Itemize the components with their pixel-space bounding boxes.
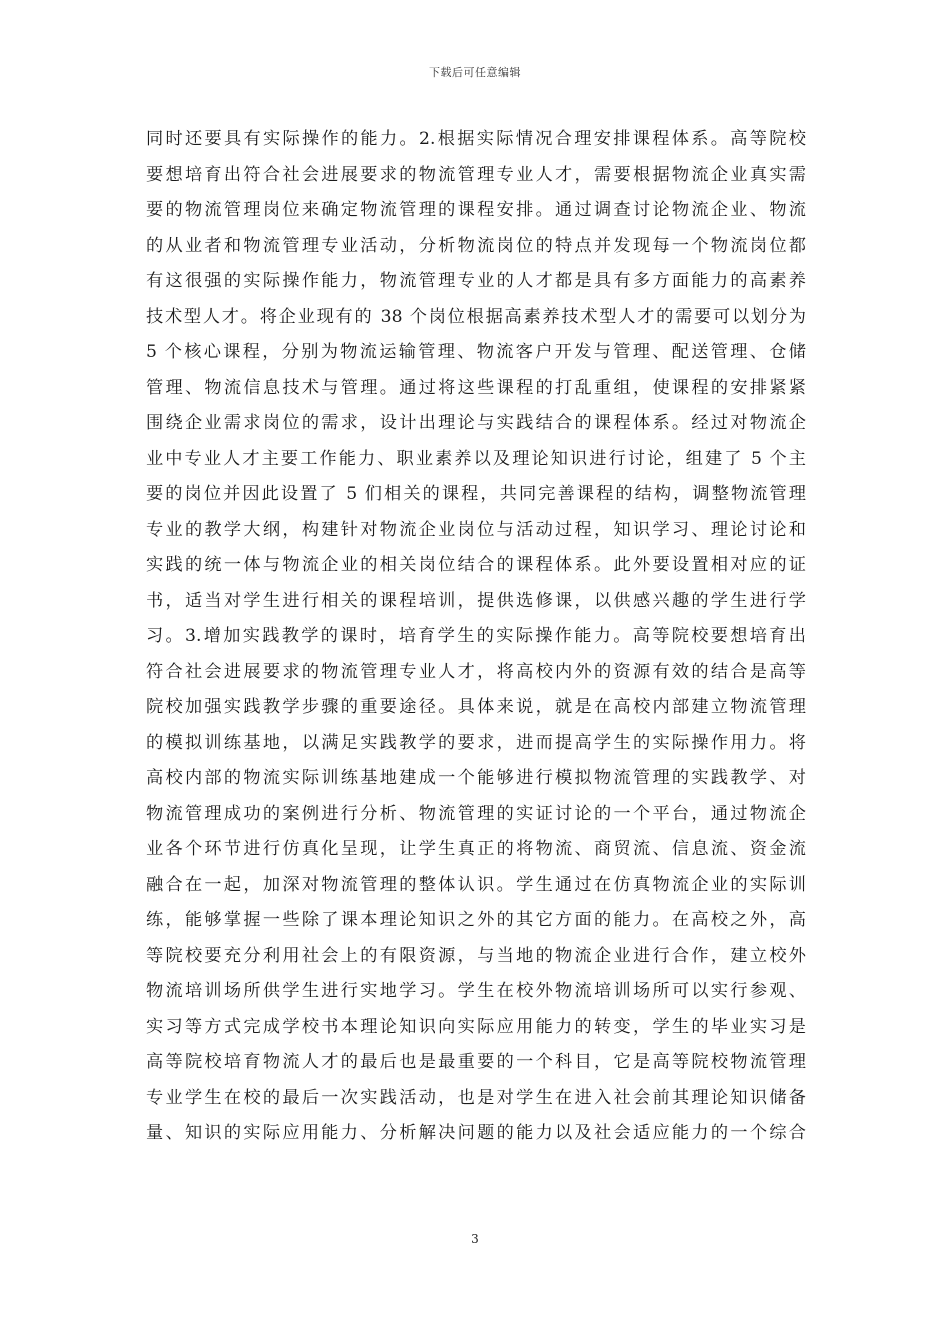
text-line: 5 个核心课程，分别为物流运输管理、物流客户开发与管理、配送管理、仓储 — [146, 342, 806, 362]
text-line: 专业学生在校的最后一次实践活动，也是对学生在进入社会前其理论知识储备 — [146, 1087, 806, 1108]
text-line: 练，能够掌握一些除了课本理论知识之外的其它方面的能力。在高校之外，高 — [146, 910, 806, 930]
text-line: 要的物流管理岗位来确定物流管理的课程安排。通过调查讨论物流企业、物流 — [146, 200, 806, 220]
text-line: 等院校要充分利用社会上的有限资源，与当地的物流企业进行合作，建立校外 — [146, 945, 806, 966]
text-line: 高等院校培育物流人才的最后也是最重要的一个科目，它是高等院校物流管理 — [146, 1052, 806, 1072]
text-line: 的从业者和物流管理专业活动，分析物流岗位的特点并发现每一个物流岗位都 — [146, 235, 806, 256]
text-line: 业中专业人才主要工作能力、职业素养以及理论知识进行讨论，组建了 5 个主 — [146, 448, 806, 469]
text-line: 物流管理成功的案例进行分析、物流管理的实证讨论的一个平台，通过物流企 — [146, 803, 806, 824]
text-line: 融合在一起，加深对物流管理的整体认识。学生通过在仿真物流企业的实际训 — [146, 874, 806, 895]
text-line: 实践的统一体与物流企业的相关岗位结合的课程体系。此外要设置相对应的证 — [146, 555, 806, 575]
text-line: 要想培育出符合社会进展要求的物流管理专业人才，需要根据物流企业真实需 — [146, 164, 806, 185]
text-line: 的模拟训练基地，以满足实践教学的要求，进而提高学生的实际操作用力。将 — [146, 732, 806, 753]
text-line: 管理、物流信息技术与管理。通过将这些课程的打乱重组，使课程的安排紧紧 — [146, 377, 806, 398]
text-line: 高校内部的物流实际训练基地建成一个能够进行模拟物流管理的实践教学、对 — [146, 768, 806, 788]
text-line: 符合社会进展要求的物流管理专业人才，将高校内外的资源有效的结合是高等 — [146, 661, 806, 682]
text-line: 要的岗位并因此设置了 5 们相关的课程，共同完善课程的结构，调整物流管理 — [146, 484, 806, 504]
page-number: 3 — [471, 1232, 479, 1246]
text-line: 实习等方式完成学校书本理论知识向实际应用能力的转变，学生的毕业实习是 — [146, 1016, 806, 1037]
page-header: 下载后可任意编辑 — [429, 66, 521, 79]
text-line: 业各个环节进行仿真化呈现，让学生真正的将物流、商贸流、信息流、资金流 — [146, 839, 806, 859]
text-line: 专业的教学大纲，构建针对物流企业岗位与活动过程，知识学习、理论讨论和 — [146, 519, 806, 540]
text-line: 院校加强实践教学步骤的重要途径。具体来说，就是在高校内部建立物流管理 — [146, 697, 806, 717]
text-line: 习。3.增加实践教学的课时，培育学生的实际操作能力。高等院校要想培育出 — [146, 626, 806, 646]
text-line: 围绕企业需求岗位的需求，设计出理论与实践结合的课程体系。经过对物流企 — [146, 413, 806, 433]
text-line: 同时还要具有实际操作的能力。2.根据实际情况合理安排课程体系。高等院校 — [146, 129, 806, 149]
body-text — [146, 122, 806, 1152]
text-line: 物流培训场所供学生进行实地学习。学生在校外物流培训场所可以实行参观、 — [146, 981, 806, 1001]
text-line: 有这很强的实际操作能力，物流管理专业的人才都是具有多方面能力的高素养 — [146, 271, 806, 291]
text-line: 技术型人才。将企业现有的 38 个岗位根据高素养技术型人才的需要可以划分为 — [146, 306, 806, 327]
text-line: 量、知识的实际应用能力、分析解决问题的能力以及社会适应能力的一个综合 — [146, 1123, 806, 1143]
text-line: 书，适当对学生进行相关的课程培训，提供选修课，以供感兴趣的学生进行学 — [146, 590, 806, 611]
